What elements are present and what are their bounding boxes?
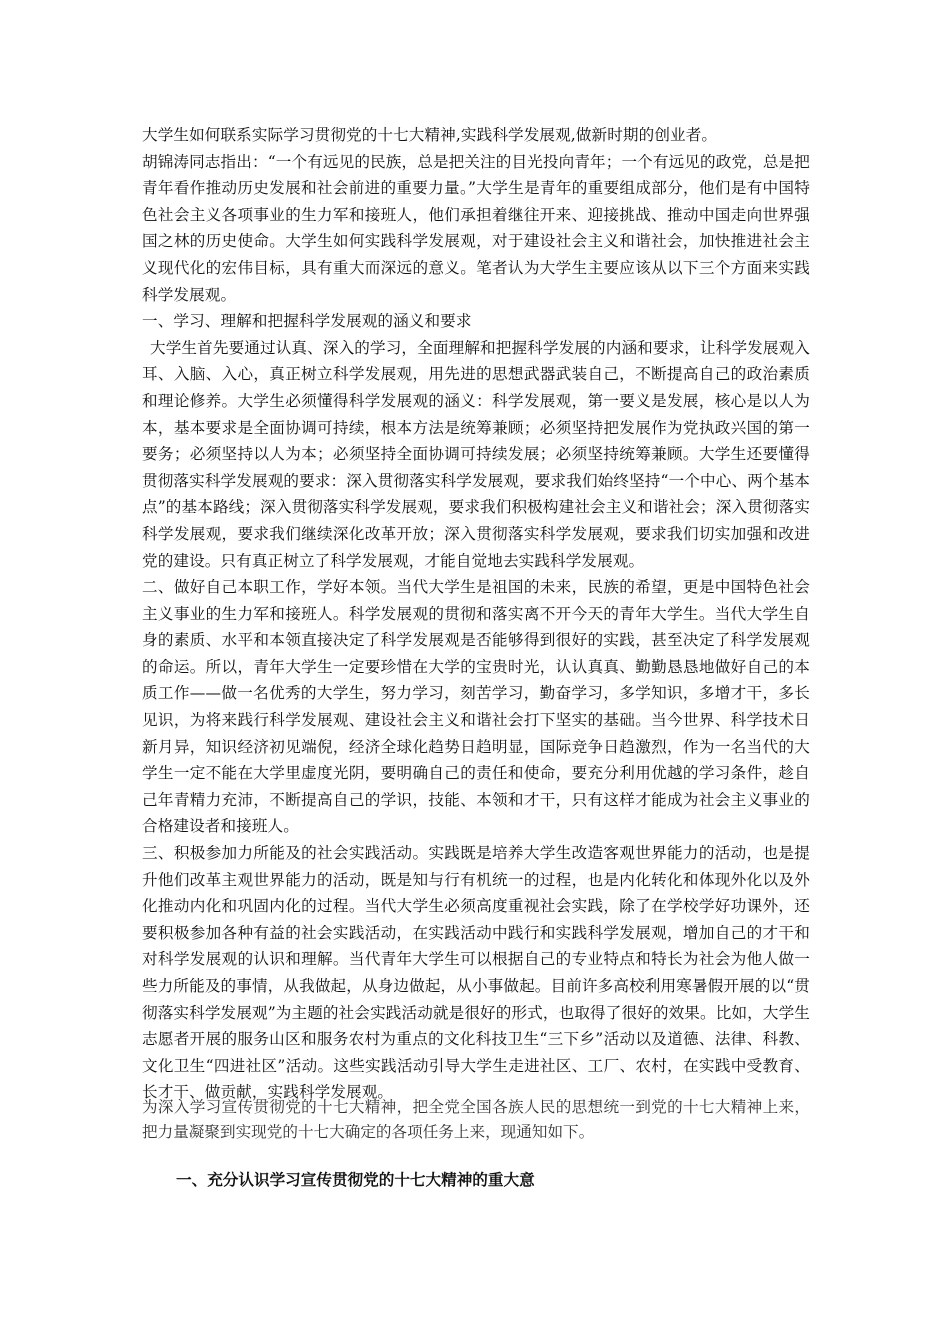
paragraph-1: 大学生首先要通过认真、深入的学习，全面理解和把握科学发展的内涵和要求，让科学发展观入耳、入脑、入心，真正树立科学发展观，用先进的思想武器武装自己，不断提高自己的政治素质和理论修养。大学生必须懂得科学发展观的涵义：科学发展观，第一要义是发展，核心是以人为本，基本要求是全面协调可持续，根本方法是统筹兼顾；必须坚持把发展作为党执政兴国的第一要务；必须坚持以人为本；必须坚持全面协调可持续发展；必须坚持统筹兼顾。大学生还要懂得贯彻落实科学发展观的要求：深入贯彻落实科学发展观，要求我们始终坚持“一个中心、两个基本点”的基本路线；深入贯彻落实科学发展观，要求我们积极构建社会主义和谐社会；深入贯彻落实科学发展观，要求我们继续深化改革开放；深入贯彻落实科学发展观，要求我们切实加强和改进党的建设。只有真正树立了科学发展观，才能自觉地去实践科学发展观。 [142,338,810,570]
notice-paragraph: 为深入学习宣传贯彻党的十七大精神，把全党全国各族人民的思想统一到党的十七大精神上来，把力量凝聚到实现党的十七大确定的各项任务上来，现通知如下。 [142,1098,810,1141]
article-title-line: 大学生如何联系实际学习贯彻党的十七大精神,实践科学发展观,做新时期的创业者。 [142,126,718,144]
section-heading-1: 一、学习、理解和把握科学发展观的涵义和要求 [142,312,472,331]
notice-section-heading: 一、充分认识学习宣传贯彻党的十七大精神的重大意 [176,1170,535,1189]
intro-paragraph: 胡锦涛同志指出：“一个有远见的民族，总是把关注的目光投向青年；一个有远见的政党，总是把青年看作推动历史发展和社会前进的重要力量。”大学生是青年的重要组成部分，他们是有中国特色社会主义各项事业的生力军和接班人，他们承担着继往开来、迎接挑战、推动中国走向世界强国之林的历史使命。大学生如何实践科学发展观，对于建设社会主义和谐社会，加快推进社会主义现代化的宏伟目标，具有重大而深远的意义。笔者认为大学生主要应该从以下三个方面来实践科学发展观。 [142,152,810,304]
article-body [142,122,810,1106]
paragraph-2: 二、做好自己本职工作，学好本领。当代大学生是祖国的未来，民族的希望，更是中国特色社会主义事业的生力军和接班人。科学发展观的贯彻和落实离不开今天的青年大学生。当代大学生自身的素质、水平和本领直接决定了科学发展观是否能够得到很好的实践，甚至决定了科学发展观的命运。所以，青年大学生一定要珍惜在大学的宝贵时光，认认真真、勤勤恳恳地做好自己的本质工作——做一名优秀的大学生，努力学习，刻苦学习，勤奋学习，多学知识，多增才干，多长见识，为将来践行科学发展观、建设社会主义和谐社会打下坚实的基础。当今世界、科学技术日新月异，知识经济初见端倪，经济全球化趋势日趋明显，国际竞争日趋激烈，作为一名当代的大学生一定不能在大学里虚度光阴，要明确自己的责任和使命，要充分利用优越的学习条件，趁自己年青精力充沛，不断提高自己的学识，技能、本领和才干，只有这样才能成为社会主义事业的合格建设者和接班人。 [142,578,810,836]
paragraph-3: 三、积极参加力所能及的社会实践活动。实践既是培养大学生改造客观世界能力的活动，也是提升他们改革主观世界能力的活动，既是知与行有机统一的过程，也是内化转化和体现外化以及外化推动内化和巩固内化的过程。当代大学生必须高度重视社会实践，除了在学校学好功课外，还要积极参加各种有益的社会实践活动，在实践活动中践行和实践科学发展观，增加自己的才干和对科学发展观的认识和理解。当代青年大学生可以根据自己的专业特点和特长为社会为他人做一些力所能及的事情，从我做起，从身边做起，从小事做起。目前许多高校利用寒暑假开展的以“贯彻落实科学发展观”为主题的社会实践活动就是很好的形式，也取得了很好的效果。比如，大学生志愿者开展的服务山区和服务农村为重点的文化科技卫生“三下乡”活动以及道德、法律、科教、文化卫生“四进社区”活动。这些实践活动引导大学生走进社区、工厂、农村，在实践中受教育、长才干、做贡献，实践科学发展观。 [142,844,810,1102]
